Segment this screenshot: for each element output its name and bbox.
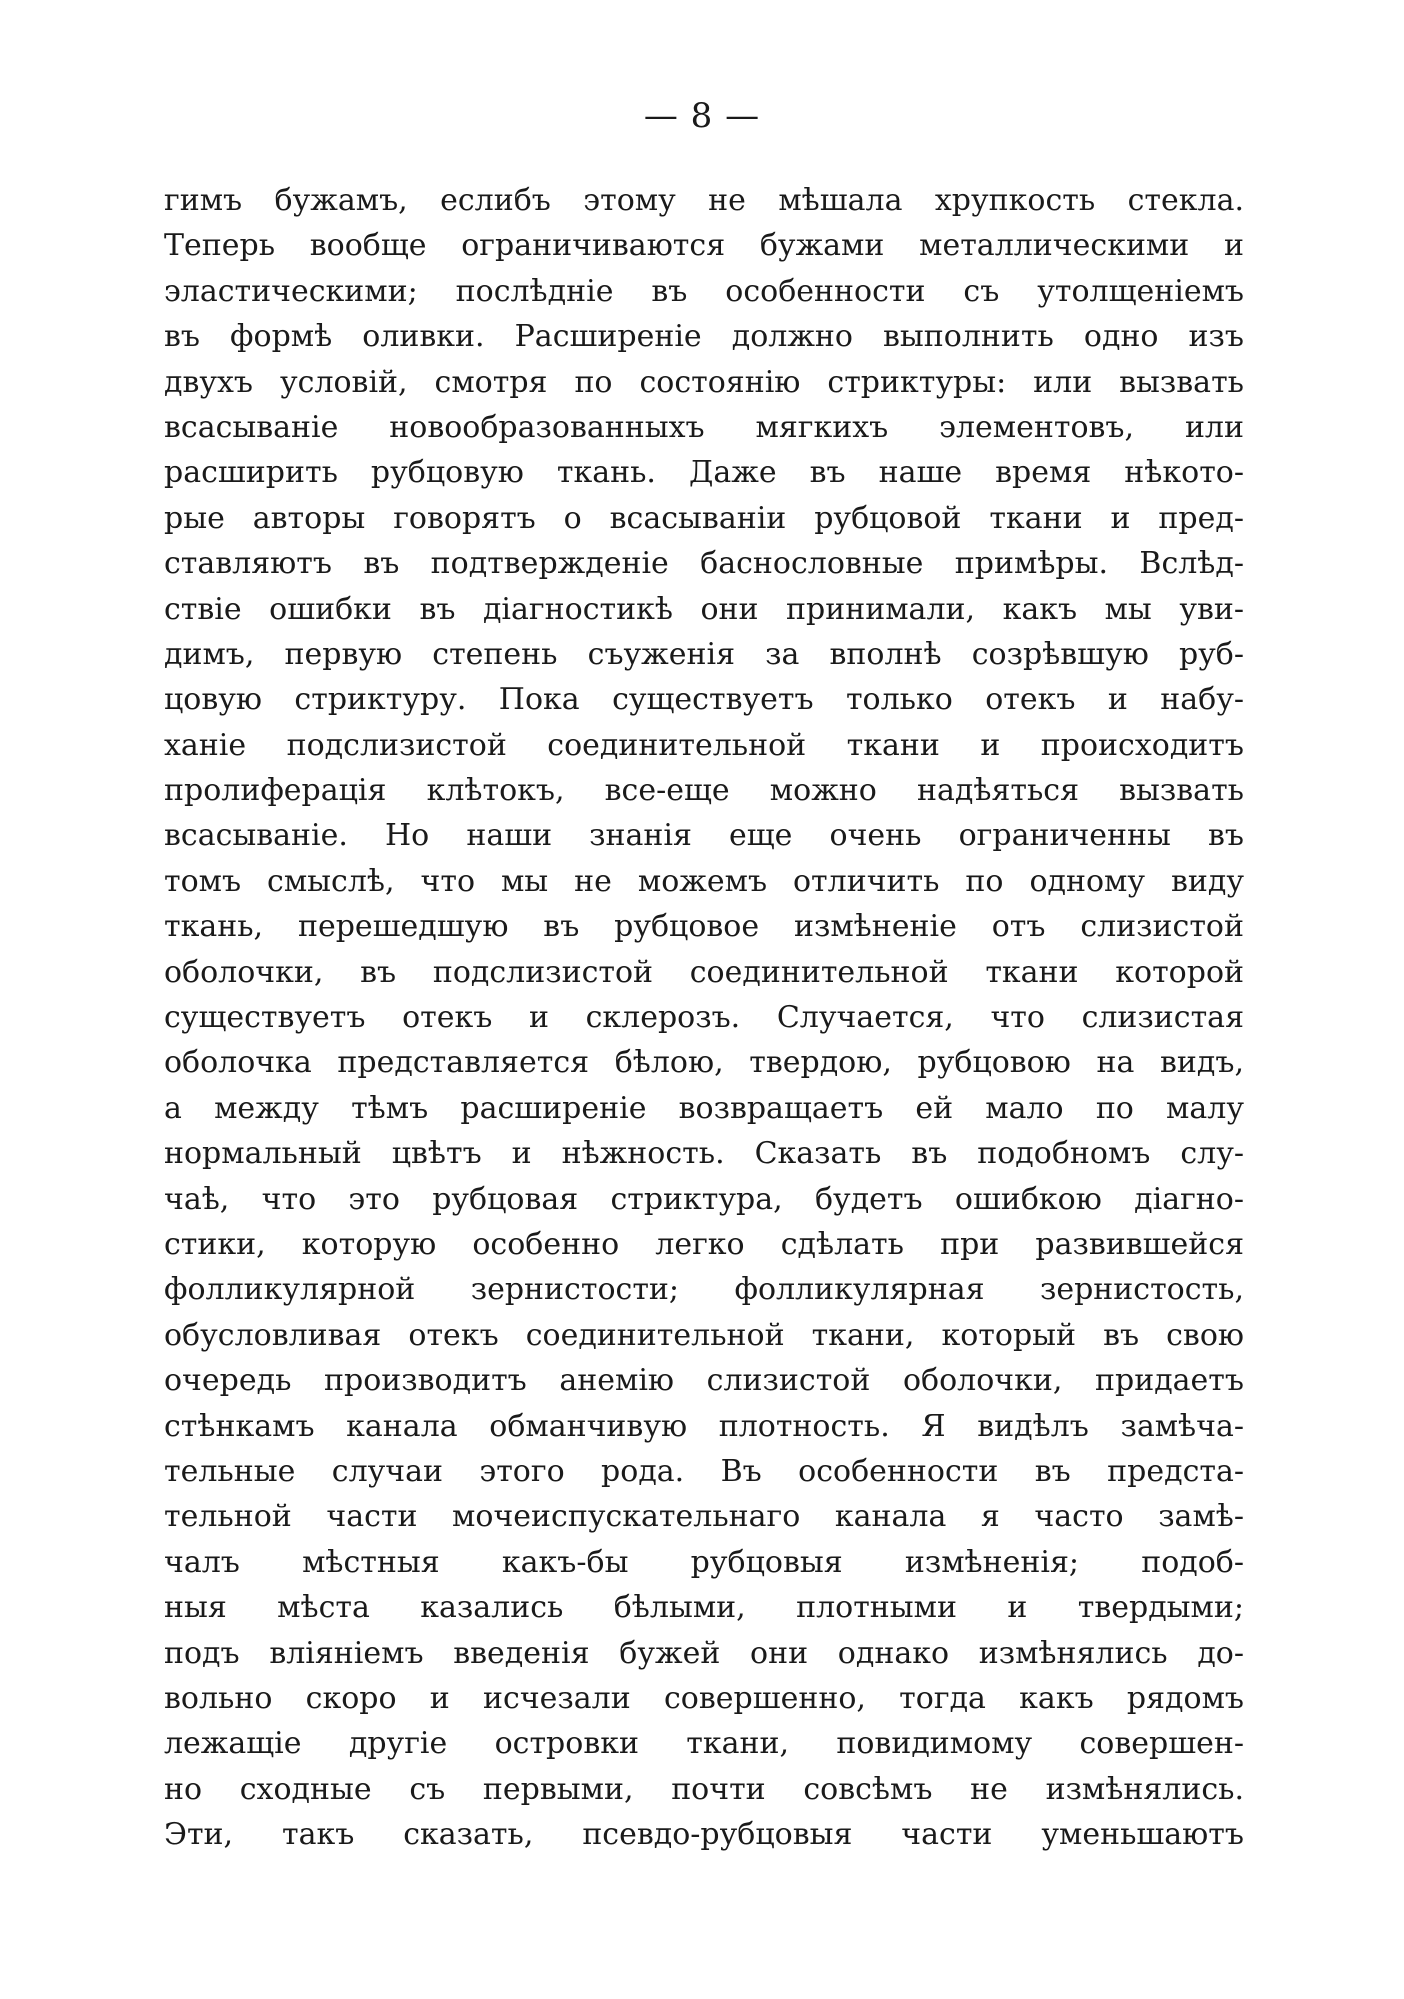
body-text bbox=[164, 178, 1244, 1857]
text-line: расширить рубцовую ткань. Даже въ наше время нѣкото- bbox=[164, 455, 1244, 491]
text-line: подъ влiянiемъ введенiя бужей они однако измѣнялись до- bbox=[164, 1635, 1244, 1671]
text-line: двухъ условiй, смотря по состоянiю стриктуры: или вызвать bbox=[164, 364, 1244, 400]
text-line: Теперь вообще ограничиваются бужами металлическими и bbox=[164, 228, 1244, 264]
text-line: всасыванiе новообразованныхъ мягкихъ элементовъ, или bbox=[164, 409, 1244, 445]
text-line: въ формѣ оливки. Расширенiе должно выполнить одно изъ bbox=[164, 319, 1244, 355]
text-line: тельные случаи этого рода. Въ особенности въ предста- bbox=[164, 1453, 1244, 1489]
text-line: ставляютъ въ подтвержденiе баснословные примѣры. Вслѣд- bbox=[164, 546, 1244, 582]
text-line: чаѣ, что это рубцовая стриктура, будетъ ошибкою дiагно- bbox=[164, 1181, 1244, 1217]
text-line: ствiе ошибки въ дiагностикѣ они принимали, какъ мы уви- bbox=[164, 591, 1244, 627]
text-line: лежащiе другiе островки ткани, повидимому совершен- bbox=[164, 1726, 1244, 1762]
text-line: оболочка представляется бѣлою, твердою, рубцовою на видъ, bbox=[164, 1045, 1244, 1081]
text-line: тельной части мочеиспускательнаго канала я часто замѣ- bbox=[164, 1499, 1244, 1535]
text-line: димъ, первую степень съуженiя за вполнѣ созрѣвшую руб- bbox=[164, 636, 1244, 672]
text-line: Эти, такъ сказать, псевдо-рубцовыя части уменьшаютъ bbox=[164, 1817, 1244, 1853]
text-line: существуетъ отекъ и склерозъ. Случается, что слизистая bbox=[164, 1000, 1244, 1036]
text-line: рые авторы говорятъ о всасыванiи рубцовой ткани и пред- bbox=[164, 500, 1244, 536]
text-line: ткань, перешедшую въ рубцовое измѣненiе отъ слизистой bbox=[164, 909, 1244, 945]
text-line: томъ смыслѣ, что мы не можемъ отличить по одному виду bbox=[164, 863, 1244, 899]
text-line: вольно скоро и исчезали совершенно, тогда какъ рядомъ bbox=[164, 1680, 1244, 1716]
text-line: а между тѣмъ расширенiе возвращаетъ ей мало по малу bbox=[164, 1090, 1244, 1126]
text-line: очередь производитъ анемiю слизистой оболочки, придаетъ bbox=[164, 1363, 1244, 1399]
text-line: нормальный цвѣтъ и нѣжность. Сказать въ подобномъ слу- bbox=[164, 1136, 1244, 1172]
text-line: стѣнкамъ канала обманчивую плотность. Я видѣлъ замѣча- bbox=[164, 1408, 1244, 1444]
text-line: ханiе подслизистой соединительной ткани и происходитъ bbox=[164, 727, 1244, 763]
text-line: стики, которую особенно легко сдѣлать при развившейся bbox=[164, 1226, 1244, 1262]
text-line: эластическими; послѣднiе въ особенности съ утолщенiемъ bbox=[164, 273, 1244, 309]
text-line: обусловливая отекъ соединительной ткани, который въ свою bbox=[164, 1317, 1244, 1353]
text-line: фолликулярной зернистости; фолликулярная зернистость, bbox=[164, 1272, 1244, 1308]
text-line: цовую стриктуру. Пока существуетъ только отекъ и набу- bbox=[164, 682, 1244, 718]
text-line: пролиферацiя клѣтокъ, все-еще можно надѣяться вызвать bbox=[164, 773, 1244, 809]
text-line: но сходные съ первыми, почти совсѣмъ не измѣнялись. bbox=[164, 1771, 1244, 1807]
text-line: чалъ мѣстныя какъ-бы рубцовыя измѣненiя; подоб- bbox=[164, 1544, 1244, 1580]
text-line: всасыванiе. Но наши знанiя еще очень ограниченны въ bbox=[164, 818, 1244, 854]
page-number: — 8 — bbox=[643, 96, 761, 136]
text-line: гимъ бужамъ, еслибъ этому не мѣшала хрупкость стекла. bbox=[164, 183, 1244, 218]
text-line: ныя мѣста казались бѣлыми, плотными и твердыми; bbox=[164, 1590, 1244, 1626]
text-line: оболочки, въ подслизистой соединительной ткани которой bbox=[164, 954, 1244, 990]
